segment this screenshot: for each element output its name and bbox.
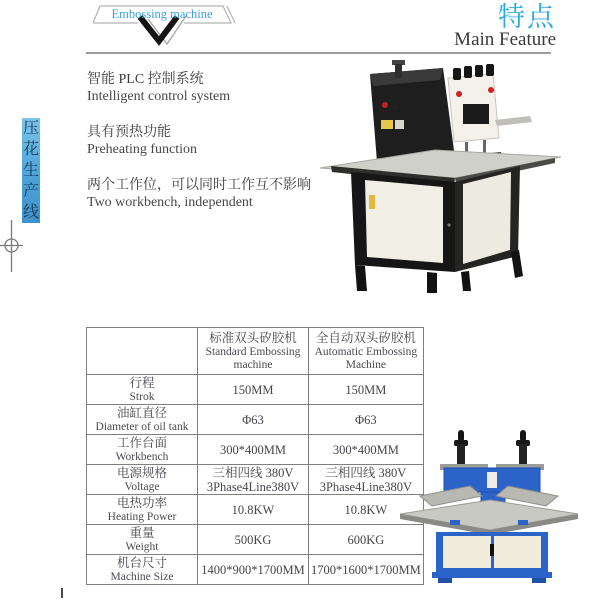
row-label: 工作台面 Workbench <box>87 435 198 465</box>
value-standard: 500KG <box>198 525 309 555</box>
feature-list <box>87 71 347 230</box>
side-label-production-line <box>22 118 40 223</box>
spec-row-heating-power <box>87 495 424 525</box>
side-label-char: 生 <box>22 162 39 179</box>
banner-label: Embossing machine <box>111 7 213 21</box>
row-label: 电源规格 Voltage <box>87 465 198 495</box>
value-automatic: 600KG <box>309 525 424 555</box>
value-automatic: 300*400MM <box>309 435 424 465</box>
spec-corner-cell <box>87 328 198 375</box>
section-title-zh: 特点 <box>498 2 556 32</box>
feature-item <box>87 177 347 211</box>
automatic-machine-photo <box>398 430 580 588</box>
feature-item <box>87 124 347 158</box>
value-automatic: Φ63 <box>309 405 424 435</box>
row-label: 行程 Strok <box>87 375 198 405</box>
spec-row-oil-tank <box>87 405 424 435</box>
spec-row-voltage <box>87 465 424 495</box>
col-header-automatic <box>309 328 424 375</box>
side-label-char: 产 <box>22 183 39 200</box>
spec-table <box>86 327 424 585</box>
row-label: 重量 Weight <box>87 525 198 555</box>
feature-en: Two workbench, independent <box>87 195 253 210</box>
feature-en: Preheating function <box>87 142 198 157</box>
value-automatic: 1700*1600*1700MM <box>309 555 424 585</box>
col-header-en: Standard Embossing machine <box>205 345 301 371</box>
embossing-machine-banner <box>88 2 238 48</box>
value-automatic: 三相四线 380V 3Phase4Line380V <box>309 465 424 495</box>
registration-mark-icon <box>0 220 26 272</box>
col-header-standard <box>198 328 309 375</box>
value-standard: 300*400MM <box>198 435 309 465</box>
feature-en: Intelligent control system <box>87 89 231 104</box>
spec-row-stroke <box>87 375 424 405</box>
feature-zh: 具有预热功能 <box>87 125 171 140</box>
section-title-en: Main Feature <box>454 29 556 50</box>
spec-row-machine-size <box>87 555 424 585</box>
fold-tick-mark <box>61 588 63 598</box>
value-standard: 150MM <box>198 375 309 405</box>
value-automatic: 10.8KW <box>309 495 424 525</box>
spec-row-weight <box>87 525 424 555</box>
spec-header-row <box>87 328 424 375</box>
side-label-char: 线 <box>22 204 39 221</box>
value-automatic: 150MM <box>309 375 424 405</box>
feature-zh: 两个工作位，可以同时工作互不影响 <box>87 178 311 193</box>
feature-zh: 智能 PLC 控制系统 <box>87 72 204 87</box>
row-label: 机台尺寸 Machine Size <box>87 555 198 585</box>
feature-item <box>87 71 347 105</box>
header-divider <box>86 52 551 54</box>
row-label: 电热功率 Heating Power <box>87 495 198 525</box>
value-standard: 三相四线 380V 3Phase4Line380V <box>198 465 309 495</box>
col-header-zh: 标准双头矽胶机 <box>209 330 297 345</box>
value-standard: 1400*900*1700MM <box>198 555 309 585</box>
col-header-zh: 全自动双头矽胶机 <box>315 330 416 345</box>
col-header-en: Automatic Embossing Machine <box>314 345 418 371</box>
spec-row-workbench <box>87 435 424 465</box>
standard-machine-photo <box>315 60 565 300</box>
side-label-char: 压 <box>22 120 39 137</box>
value-standard: 10.8KW <box>198 495 309 525</box>
side-label-char: 花 <box>22 141 39 158</box>
row-label: 油缸直径 Diameter of oil tank <box>87 405 198 435</box>
value-standard: Φ63 <box>198 405 309 435</box>
